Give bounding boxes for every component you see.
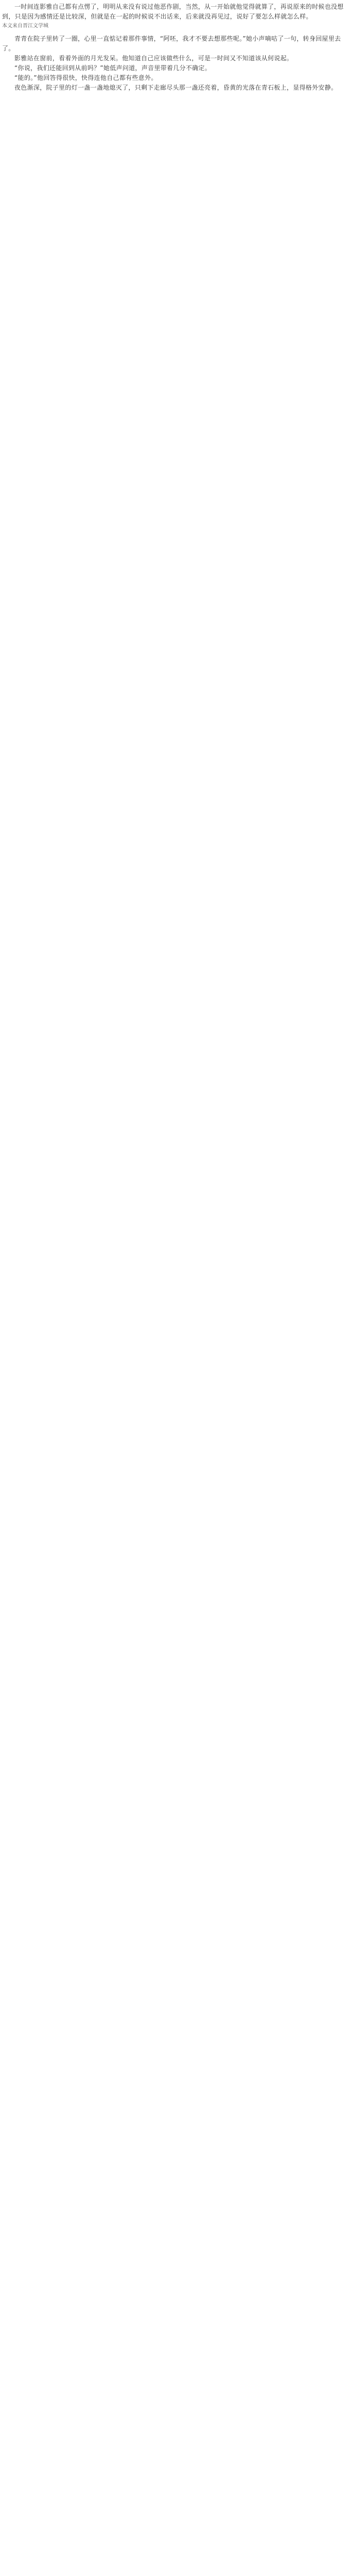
intro-paragraph: 一时间连影雅自己都有点愣了，明明从来没有说过他恶作剧，当然，从一开始就他觉得就算了，再说原来的时候也没想到，只是因为感情还是比较深，但就是在一起的时候说不出话来，后来就没再见过，说好了要怎么样就怎么样。 [2,3,344,20]
body-paragraph: “能的。”他回答得很快，快得连他自己都有些意外。 [14,74,157,81]
body-paragraph: 影雅站在窗前，看着外面的月光发呆。他知道自己应该做些什么，可是一时间又不知道该从何说起。 [14,55,293,62]
body-paragraph: 夜色渐深，院子里的灯一盏一盏地熄灭了，只剩下走廊尽头那一盏还亮着，昏黄的光落在青石板上，显得格外安静。 [14,84,338,91]
body-paragraph: 青青在院子里转了一圈，心里一直惦记着那件事情，“阿呸，我才不要去想那些呢。”她小声嘀咕了一句，转身回屋里去了。 [2,35,341,52]
source-note: 本文来自晋江文学城 [2,23,48,29]
paragraph-list [2,34,348,93]
body-paragraph: “你说，我们还能回到从前吗？”她低声问道，声音里带着几分不确定。 [14,64,212,72]
